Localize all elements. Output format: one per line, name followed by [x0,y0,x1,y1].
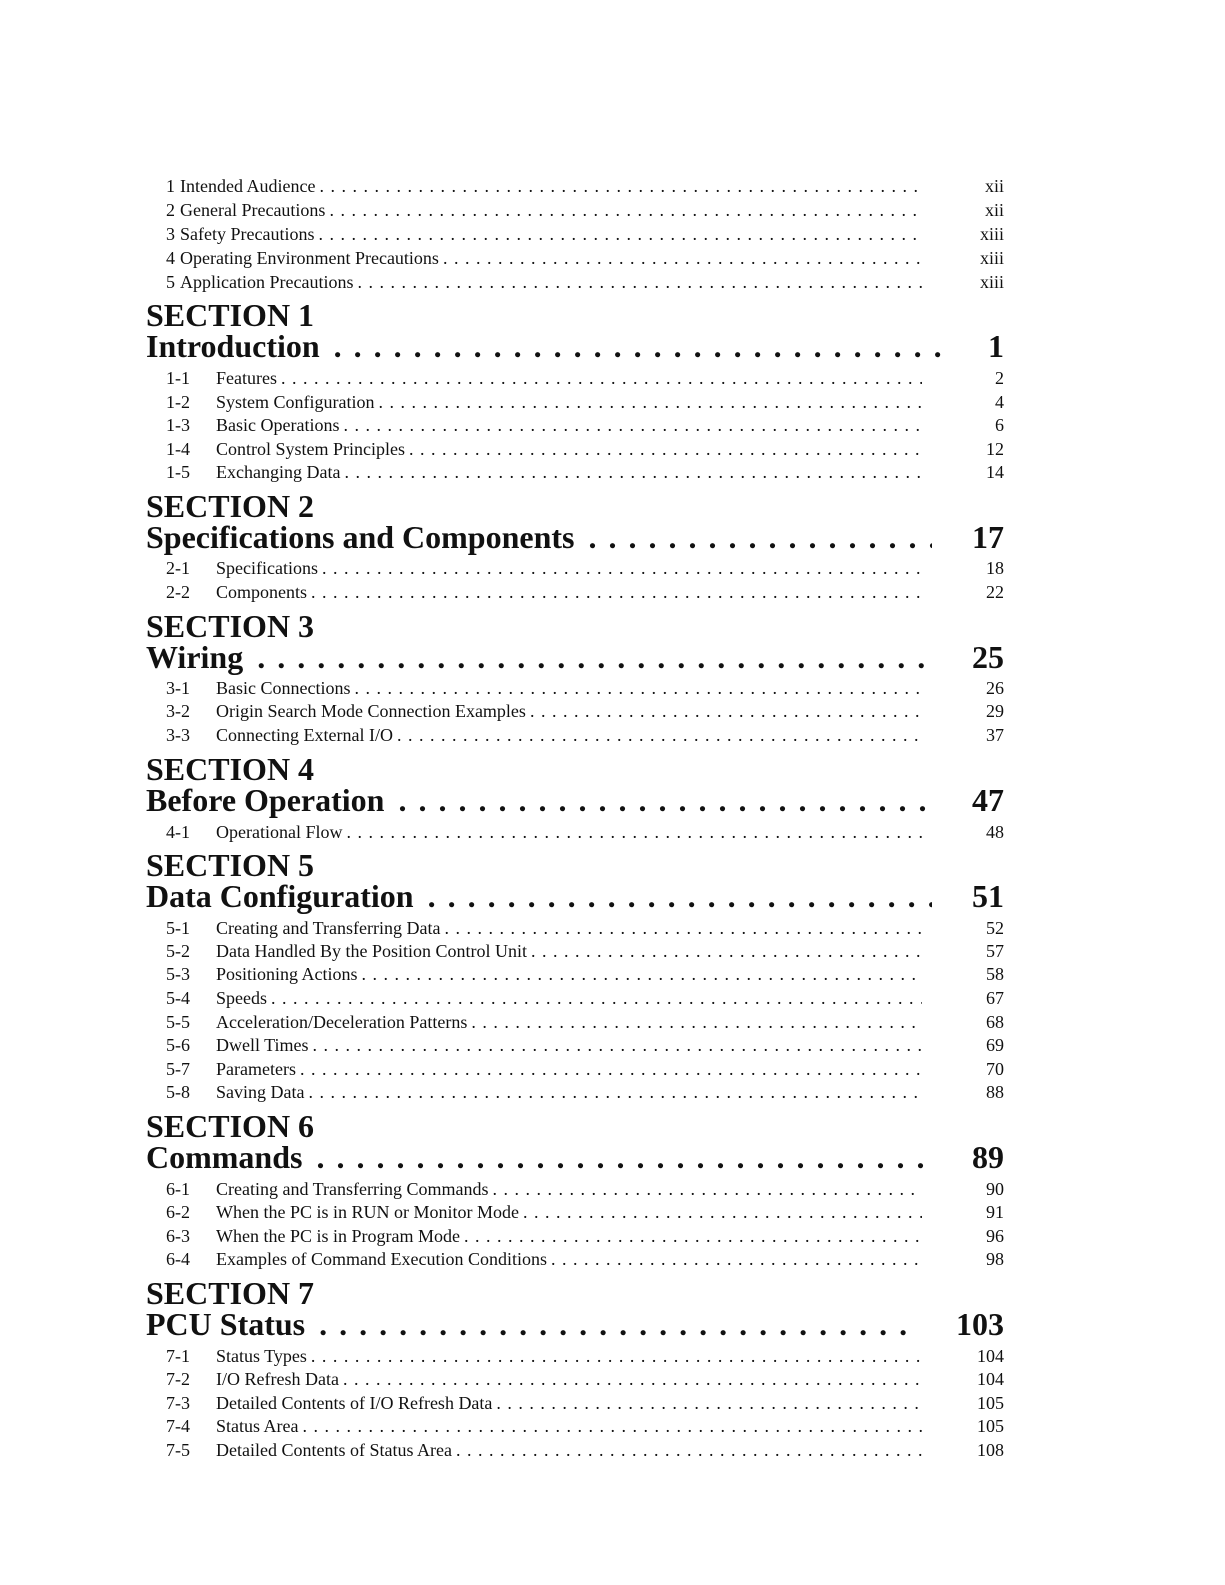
toc-entry[interactable] [146,820,1004,844]
entry-number: 5-6 [166,1035,190,1055]
entry-number: 7-5 [166,1440,190,1460]
dot-leader [313,1033,922,1057]
section-heading[interactable] [146,328,1004,364]
section-heading[interactable] [146,878,1004,914]
section-heading[interactable] [146,1306,1004,1342]
entry-title: Creating and Transferring Commands [216,1179,489,1199]
entry-page: 104 [977,1346,1004,1366]
section-heading[interactable] [146,782,1004,818]
entry-title: Speeds [216,988,267,1008]
dot-leader [589,519,933,555]
section-heading[interactable] [146,519,1004,555]
toc-entry[interactable] [146,1057,1004,1081]
toc-entry[interactable] [146,1391,1004,1415]
entry-page: 4 [995,392,1004,412]
section-title: Commands [146,1139,303,1175]
entry-title: Operating Environment Precautions [180,248,439,268]
dot-leader [303,1414,923,1438]
entry-title: System Configuration [216,392,375,412]
entry-page: 105 [977,1416,1004,1436]
entry-title: When the PC is in Program Mode [216,1226,460,1246]
dot-leader [322,556,922,580]
dot-leader [357,270,922,294]
toc-entry[interactable] [146,1177,1004,1201]
entry-number: 3-3 [166,725,190,745]
dot-leader [311,580,922,604]
entry-page: 69 [986,1035,1004,1055]
toc-entry[interactable] [146,1010,1004,1034]
entry-title: Components [216,582,308,602]
entry-page: 18 [986,558,1004,578]
section-heading[interactable] [146,1139,1004,1175]
dot-leader [362,962,922,986]
dot-leader [343,413,922,437]
entry-page: xii [984,200,1004,220]
entry-title: Safety Precautions [180,224,315,244]
toc-entry[interactable] [146,366,1004,390]
toc-entry[interactable] [146,1200,1004,1224]
entry-title: Examples of Command Execution Conditions [216,1249,547,1269]
toc-entry[interactable] [146,1224,1004,1248]
toc-entry[interactable] [146,723,1004,747]
section-page: 47 [972,782,1004,818]
dot-leader [343,1367,922,1391]
section-label: SECTION 5 [146,847,315,883]
dot-leader [496,1391,922,1415]
entry-title: Application Precautions [180,272,354,292]
toc-entry[interactable] [146,437,1004,461]
section-label: SECTION 4 [146,751,315,787]
entry-number: 7-3 [166,1393,190,1413]
entry-page: 105 [977,1393,1004,1413]
toc-entry[interactable] [146,916,1004,940]
entry-number: 7-4 [166,1416,190,1436]
entry-page: 6 [995,415,1004,435]
toc-entry-precaution[interactable] [146,270,1004,294]
entry-title: Origin Search Mode Connection Examples [216,701,526,721]
dot-leader [531,939,922,963]
toc-entry-precaution[interactable] [146,222,1004,246]
entry-page: xii [984,176,1004,196]
entry-title: Acceleration/Deceleration Patterns [216,1012,468,1032]
entry-page: 14 [986,462,1004,482]
dot-leader [409,437,922,461]
entry-number: 4 [166,248,175,268]
entry-page: xiii [979,272,1004,292]
entry-title: When the PC is in RUN or Monitor Mode [216,1202,519,1222]
entry-title: Parameters [216,1059,296,1079]
entry-number: 2-2 [166,582,190,602]
entry-title: Features [216,368,277,388]
entry-title: Basic Connections [216,678,351,698]
dot-leader [551,1247,922,1271]
entry-page: xiii [979,248,1004,268]
section-title: Wiring [146,639,244,675]
entry-page: 104 [977,1369,1004,1389]
entry-page: 2 [995,368,1004,388]
dot-leader [444,916,922,940]
dot-leader [334,328,948,364]
entry-page: 57 [986,941,1004,961]
entry-number: 5-1 [166,918,190,938]
entry-number: 1-5 [166,462,190,482]
toc-entry[interactable] [146,556,1004,580]
entry-title: Creating and Transferring Data [216,918,441,938]
entry-title: Exchanging Data [216,462,341,482]
entry-title: Dwell Times [216,1035,309,1055]
dot-leader [443,246,922,270]
entry-number: 6-4 [166,1249,190,1269]
section-page: 1 [988,328,1004,364]
section-page: 103 [956,1306,1004,1342]
entry-page: 91 [986,1202,1004,1222]
dot-leader [379,390,923,414]
section-page: 17 [972,519,1004,555]
entry-number: 7-2 [166,1369,190,1389]
entry-number: 1-1 [166,368,190,388]
entry-number: 1-3 [166,415,190,435]
dot-leader [428,878,932,914]
section-title: Introduction [146,328,320,364]
toc-entry[interactable] [146,1438,1004,1462]
dot-leader [456,1438,922,1462]
dot-leader [398,782,932,818]
entry-page: 58 [986,964,1004,984]
entry-title: Detailed Contents of I/O Refresh Data [216,1393,493,1413]
entry-title: Intended Audience [180,176,316,196]
toc-entry[interactable] [146,676,1004,700]
entry-number: 1-4 [166,439,190,459]
entry-number: 6-1 [166,1179,190,1199]
dot-leader [464,1224,922,1248]
entry-title: Detailed Contents of Status Area [216,1440,452,1460]
toc-entry[interactable] [146,1414,1004,1438]
toc-entry[interactable] [146,1080,1004,1104]
entry-page: 48 [986,822,1004,842]
dot-leader [271,986,922,1010]
entry-number: 3-2 [166,701,190,721]
dot-leader [471,1010,922,1034]
section-label: SECTION 2 [146,488,315,524]
entry-title: Connecting External I/O [216,725,393,745]
entry-title: Saving Data [216,1082,305,1102]
entry-title: Status Types [216,1346,307,1366]
toc-entry[interactable] [146,1344,1004,1368]
entry-number: 1-2 [166,392,190,412]
section-heading[interactable] [146,639,1004,675]
section-page: 25 [972,639,1004,675]
dot-leader [257,639,932,675]
toc-entry[interactable] [146,413,1004,437]
entry-number: 2-1 [166,558,190,578]
section-label: SECTION 1 [146,297,315,333]
entry-page: 70 [986,1059,1004,1079]
toc-entry[interactable] [146,699,1004,723]
toc-entry[interactable] [146,1033,1004,1057]
entry-number: 3 [166,224,175,244]
entry-title: Operational Flow [216,822,343,842]
entry-number: 5 [166,272,175,292]
entry-page: 67 [986,988,1004,1008]
entry-page: 96 [986,1226,1004,1246]
entry-number: 5-8 [166,1082,190,1102]
dot-leader [492,1177,922,1201]
entry-title: Status Area [216,1416,299,1436]
toc-entry[interactable] [146,460,1004,484]
dot-leader [329,198,922,222]
section-title: Data Configuration [146,878,414,914]
toc-entry[interactable] [146,580,1004,604]
entry-number: 5-2 [166,941,190,961]
entry-number: 5-7 [166,1059,190,1079]
entry-title: Specifications [216,558,318,578]
entry-page: xiii [979,224,1004,244]
section-label: SECTION 6 [146,1108,315,1144]
toc-entry[interactable] [146,1247,1004,1271]
entry-number: 1 [166,176,175,196]
entry-page: 37 [986,725,1004,745]
entry-number: 5-5 [166,1012,190,1032]
dot-leader [308,1080,922,1104]
entry-page: 29 [986,701,1004,721]
entry-page: 90 [986,1179,1004,1199]
entry-page: 26 [986,678,1004,698]
dot-leader [281,366,922,390]
section-title: PCU Status [146,1306,306,1342]
dot-leader [344,460,922,484]
entry-page: 88 [986,1082,1004,1102]
entry-number: 4-1 [166,822,190,842]
entry-title: General Precautions [180,200,326,220]
entry-page: 12 [986,439,1004,459]
dot-leader [346,820,922,844]
toc-entry-precaution[interactable] [146,198,1004,222]
toc-entry-precaution[interactable] [146,246,1004,270]
dot-leader [354,676,922,700]
dot-leader [318,222,922,246]
entry-title: Basic Operations [216,415,340,435]
dot-leader [523,1200,922,1224]
dot-leader [319,1306,916,1342]
toc-entry-precaution[interactable] [146,174,1004,198]
entry-title: Positioning Actions [216,964,358,984]
entry-number: 6-2 [166,1202,190,1222]
dot-leader [530,699,922,723]
entry-page: 108 [977,1440,1004,1460]
entry-page: 52 [986,918,1004,938]
dot-leader [300,1057,922,1081]
toc-entry[interactable] [146,390,1004,414]
dot-leader [311,1344,922,1368]
section-title: Before Operation [146,782,385,818]
entry-number: 7-1 [166,1346,190,1366]
section-page: 89 [972,1139,1004,1175]
entry-page: 68 [986,1012,1004,1032]
toc-entry[interactable] [146,962,1004,986]
dot-leader [319,174,922,198]
entry-number: 5-3 [166,964,190,984]
entry-title: Data Handled By the Position Control Unit [216,941,527,961]
entry-title: Control System Principles [216,439,405,459]
entry-number: 5-4 [166,988,190,1008]
section-label: SECTION 3 [146,608,315,644]
entry-number: 3-1 [166,678,190,698]
toc-entry[interactable] [146,939,1004,963]
entry-page: 22 [986,582,1004,602]
dot-leader [397,723,922,747]
section-page: 51 [972,878,1004,914]
entry-title: I/O Refresh Data [216,1369,339,1389]
toc-entry[interactable] [146,986,1004,1010]
section-label: SECTION 7 [146,1275,315,1311]
dot-leader [316,1139,932,1175]
entry-number: 6-3 [166,1226,190,1246]
toc-entry[interactable] [146,1367,1004,1391]
entry-number: 2 [166,200,175,220]
entry-page: 98 [986,1249,1004,1269]
section-title: Specifications and Components [146,519,575,555]
